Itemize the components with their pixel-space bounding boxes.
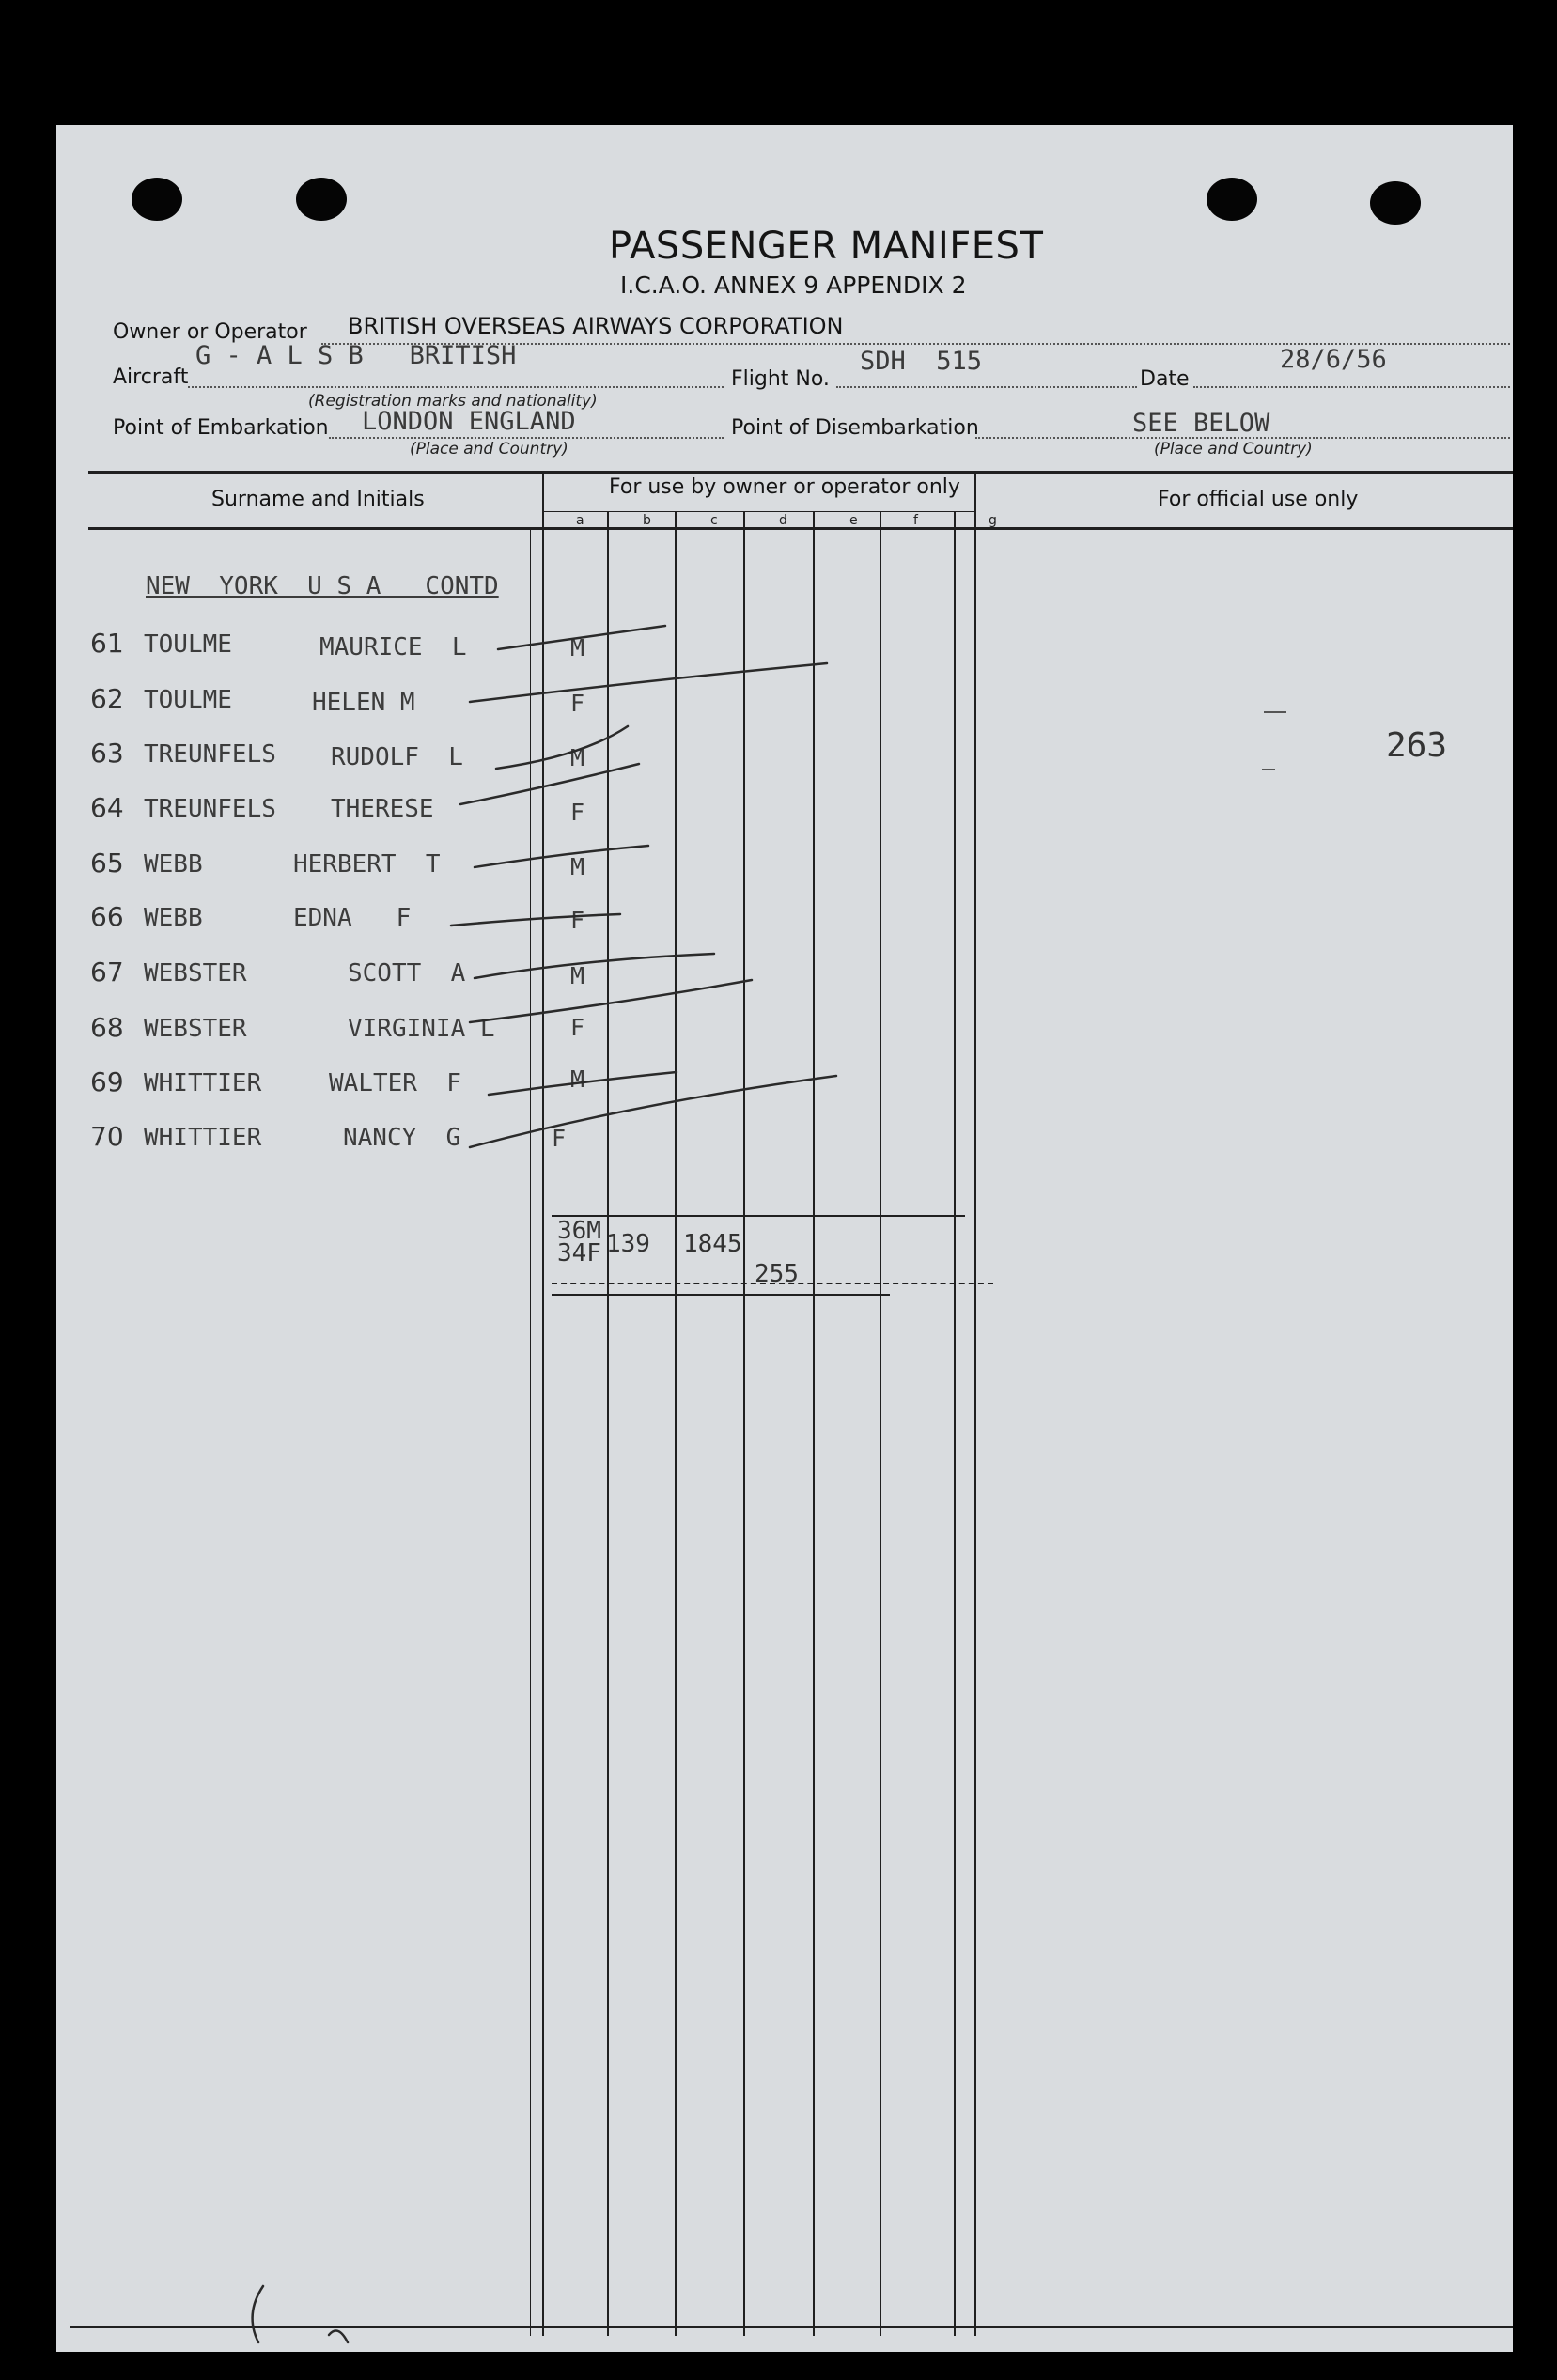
passenger-surname: TREUNFELS — [144, 740, 276, 769]
col-letter-c: c — [710, 513, 718, 528]
passenger-given: VIRGINIA L — [348, 1015, 495, 1043]
passenger-surname: TOULME — [144, 686, 232, 714]
passenger-given: HERBERT T — [293, 850, 441, 879]
passenger-given: MAURICE L — [319, 633, 467, 661]
embark-value: LONDON ENGLAND — [362, 407, 576, 436]
passenger-sex: M — [570, 634, 585, 661]
passenger-sex: F — [552, 1125, 567, 1152]
col-letter-d: d — [779, 513, 787, 528]
col-owner-header: For use by owner or operator only — [609, 475, 960, 499]
passenger-sex: F — [570, 690, 585, 717]
disembark-value: SEE BELOW — [1132, 409, 1270, 438]
aircraft-value: G - A L S B BRITISH — [195, 341, 517, 370]
row-number: 67 — [90, 957, 124, 988]
passenger-given: EDNA F — [293, 904, 412, 932]
passenger-surname: WEBB — [144, 850, 203, 879]
passenger-sex: M — [570, 962, 585, 989]
passenger-given: RUDOLF L — [331, 743, 463, 771]
passenger-sex: F — [570, 799, 585, 826]
col-letter-g: g — [989, 513, 997, 528]
col-surname-header: Surname and Initials — [211, 488, 425, 511]
disembark-label: Point of Disembarkation — [731, 416, 979, 440]
total-b: 1845 — [683, 1230, 742, 1258]
passenger-surname: WEBSTER — [144, 959, 247, 988]
passenger-given: WALTER F — [329, 1069, 461, 1097]
total-female: 34F — [557, 1239, 601, 1268]
row-number: 61 — [90, 628, 124, 659]
row-number: 63 — [90, 738, 124, 769]
aircraft-note: (Registration marks and nationality) — [308, 392, 598, 411]
date-label: Date — [1140, 367, 1190, 391]
passenger-sex: F — [570, 907, 585, 934]
passenger-sex: M — [570, 744, 585, 771]
row-number: 65 — [90, 848, 124, 879]
official-number: 263 — [1386, 726, 1448, 765]
row-number: 64 — [90, 792, 124, 823]
row-number: 68 — [90, 1012, 124, 1043]
aircraft-label: Aircraft — [113, 366, 189, 389]
passenger-sex: F — [570, 1014, 585, 1041]
owner-value: BRITISH OVERSEAS AIRWAYS CORPORATION — [348, 313, 844, 339]
section-heading: NEW YORK U S A CONTD — [146, 572, 499, 600]
passenger-given: NANCY G — [343, 1124, 461, 1152]
col-letter-e: e — [849, 513, 858, 528]
passenger-surname: WEBB — [144, 904, 203, 932]
embark-note: (Place and Country) — [410, 440, 568, 459]
passenger-surname: WHITTIER — [144, 1124, 262, 1152]
col-letter-a: a — [576, 513, 584, 528]
total-c: 255 — [755, 1260, 799, 1288]
passenger-surname: TOULME — [144, 630, 232, 659]
disembark-note: (Place and Country) — [1154, 440, 1313, 459]
passenger-given: HELEN M — [312, 689, 415, 717]
row-number: 70 — [90, 1121, 124, 1152]
row-number: 69 — [90, 1066, 124, 1097]
passenger-given: SCOTT A — [348, 959, 466, 988]
row-number: 66 — [90, 901, 124, 932]
handwritten-tick-marks — [56, 125, 1513, 2352]
col-letter-b: b — [643, 513, 651, 528]
col-letter-f: f — [913, 513, 918, 528]
row-number: 62 — [90, 683, 124, 714]
passenger-surname: WHITTIER — [144, 1069, 262, 1097]
page-subtitle: I.C.A.O. ANNEX 9 APPENDIX 2 — [620, 272, 967, 299]
page-title: PASSENGER MANIFEST — [609, 225, 1044, 268]
total-male: 36M — [557, 1217, 601, 1245]
flight-label: Flight No. — [731, 367, 830, 391]
passenger-surname: WEBSTER — [144, 1015, 247, 1043]
manifest-sheet — [56, 125, 1513, 2352]
total-a: 139 — [606, 1230, 650, 1258]
col-official-header: For official use only — [1158, 488, 1359, 511]
passenger-sex: M — [570, 1066, 585, 1093]
flight-value: SDH 515 — [860, 347, 983, 376]
date-value: 28/6/56 — [1280, 345, 1387, 374]
passenger-sex: M — [570, 853, 585, 880]
owner-label: Owner or Operator — [113, 320, 307, 344]
embark-label: Point of Embarkation — [113, 416, 329, 440]
passenger-surname: TREUNFELS — [144, 795, 276, 823]
passenger-given: THERESE — [331, 795, 434, 823]
